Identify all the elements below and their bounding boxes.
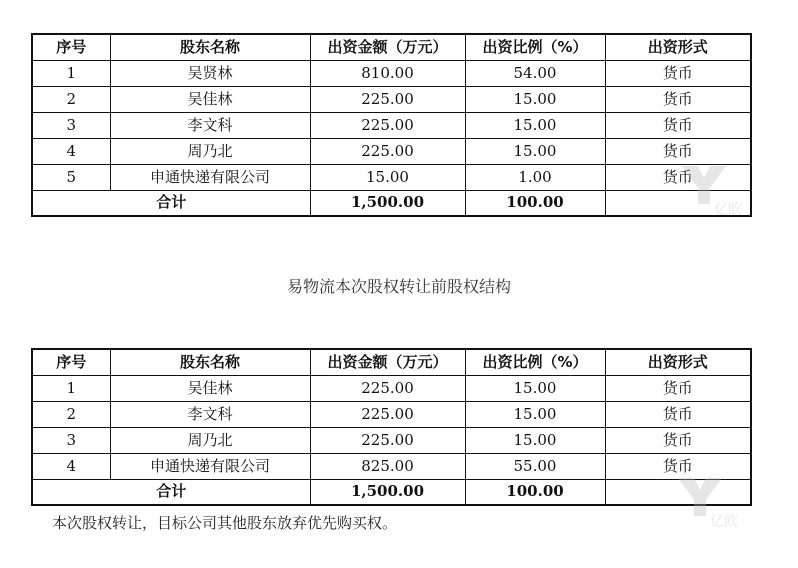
cell-amount: 225.00 — [310, 375, 465, 401]
header-shareholder: 股东名称 — [110, 349, 310, 375]
header-row — [32, 34, 751, 60]
table-row — [32, 60, 751, 86]
header-serial: 序号 — [32, 34, 110, 60]
cell-form: 货币 — [605, 86, 751, 112]
cell-shareholder: 周乃北 — [110, 427, 310, 453]
table — [31, 348, 752, 506]
yiou-logo-icon — [676, 160, 750, 218]
cell-serial: 1 — [32, 60, 110, 86]
cell-form: 货币 — [605, 60, 751, 86]
header-serial: 序号 — [32, 349, 110, 375]
cell-serial: 1 — [32, 375, 110, 401]
cell-ratio: 15.00 — [465, 112, 605, 138]
table-row — [32, 86, 751, 112]
cell-amount: 810.00 — [310, 60, 465, 86]
footnote: 本次股权转让，目标公司其他股东放弃优先购买权。 — [52, 514, 398, 532]
cell-ratio: 15.00 — [465, 86, 605, 112]
cell-form: 货币 — [605, 138, 751, 164]
header-form: 出资形式 — [605, 349, 751, 375]
table-row — [32, 138, 751, 164]
yiou-logo-icon — [672, 472, 746, 530]
cell-shareholder: 李文科 — [110, 401, 310, 427]
cell-form: 货币 — [605, 164, 751, 190]
total-row — [32, 479, 751, 505]
watermark-logo — [676, 160, 750, 218]
table-row — [32, 375, 751, 401]
cell-ratio: 54.00 — [465, 60, 605, 86]
cell-serial: 3 — [32, 112, 110, 138]
total-label: 合计 — [32, 479, 310, 505]
cell-shareholder: 周乃北 — [110, 138, 310, 164]
cell-serial: 2 — [32, 401, 110, 427]
table-row — [32, 401, 751, 427]
cell-amount: 225.00 — [310, 112, 465, 138]
cell-ratio: 1.00 — [465, 164, 605, 190]
header-amount: 出资金额（万元） — [310, 349, 465, 375]
table-row — [32, 427, 751, 453]
cell-ratio: 15.00 — [465, 427, 605, 453]
header-row — [32, 349, 751, 375]
cell-ratio: 15.00 — [465, 138, 605, 164]
table-caption: 易物流本次股权转让前股权结构 — [286, 277, 511, 296]
cell-form: 货币 — [605, 453, 751, 479]
cell-serial: 3 — [32, 427, 110, 453]
total-ratio: 100.00 — [465, 190, 605, 216]
cell-serial: 4 — [32, 138, 110, 164]
cell-ratio: 15.00 — [465, 401, 605, 427]
header-ratio: 出资比例（%） — [465, 34, 605, 60]
cell-amount: 225.00 — [310, 427, 465, 453]
header-amount: 出资金额（万元） — [310, 34, 465, 60]
total-row — [32, 190, 751, 216]
cell-serial: 5 — [32, 164, 110, 190]
cell-shareholder: 申通快递有限公司 — [110, 453, 310, 479]
cell-form: 货币 — [605, 112, 751, 138]
watermark-text: 亿欧 — [710, 514, 738, 530]
total-amount: 1,500.00 — [310, 479, 465, 505]
header-ratio: 出资比例（%） — [465, 349, 605, 375]
table-row — [32, 453, 751, 479]
total-label: 合计 — [32, 190, 310, 216]
cell-form: 货币 — [605, 401, 751, 427]
cell-amount: 825.00 — [310, 453, 465, 479]
header-form: 出资形式 — [605, 34, 751, 60]
cell-serial: 4 — [32, 453, 110, 479]
cell-amount: 15.00 — [310, 164, 465, 190]
header-shareholder: 股东名称 — [110, 34, 310, 60]
cell-ratio: 55.00 — [465, 453, 605, 479]
table-row — [32, 112, 751, 138]
table-row — [32, 164, 751, 190]
cell-shareholder: 吴贤林 — [110, 60, 310, 86]
cell-amount: 225.00 — [310, 138, 465, 164]
watermark-text: 亿欧 — [714, 202, 742, 218]
total-ratio: 100.00 — [465, 479, 605, 505]
cell-serial: 2 — [32, 86, 110, 112]
cell-form: 货币 — [605, 427, 751, 453]
equity-table-after — [31, 348, 750, 506]
total-amount: 1,500.00 — [310, 190, 465, 216]
table — [31, 33, 752, 217]
cell-form: 货币 — [605, 375, 751, 401]
cell-shareholder: 申通快递有限公司 — [110, 164, 310, 190]
equity-table-before — [31, 33, 750, 217]
cell-amount: 225.00 — [310, 86, 465, 112]
cell-shareholder: 吴佳林 — [110, 86, 310, 112]
cell-amount: 225.00 — [310, 401, 465, 427]
cell-shareholder: 吴佳林 — [110, 375, 310, 401]
cell-ratio: 15.00 — [465, 375, 605, 401]
watermark-logo — [672, 472, 746, 530]
cell-shareholder: 李文科 — [110, 112, 310, 138]
